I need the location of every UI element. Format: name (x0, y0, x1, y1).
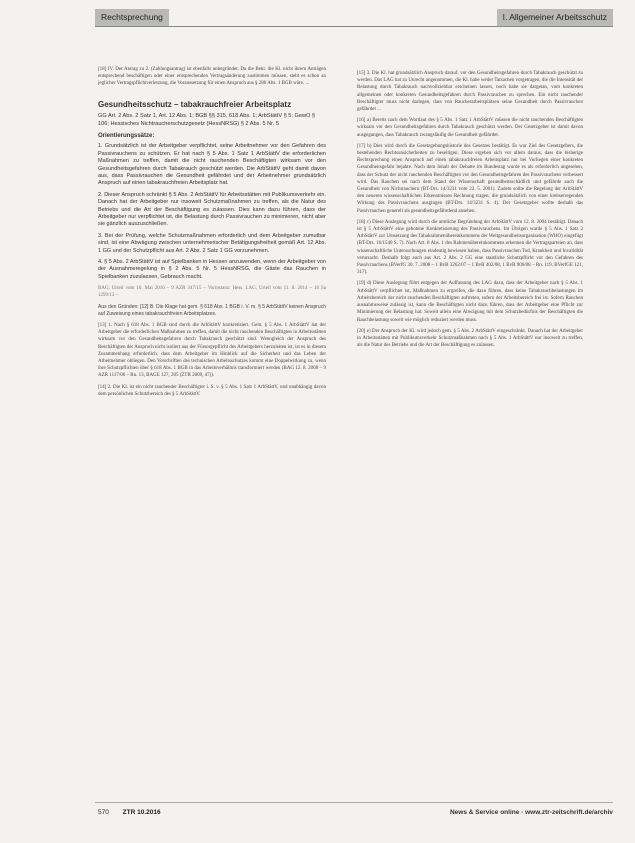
reasons-paragraph-1: [13] 1. Nach § 618 Abs. 1 BGB sind durch die ArbStättV konkretisiert. Gem. § 5 Abs. 1 ArbStättV hat der Arbeitgeber die erforderlichen Maßnahmen zu treffen, damit die nicht rauchenden Beschäftigten in Arbeitsstätten wirksam vor den Gesundheitsgefahren durch Tabakrauch geschützt sind. Wenngleich der Anspruch des Beschäftigten der Anspruch nicht isoliert aus der Fürsorgepflicht des Arbeitgebers herzuleiten ist, ist es in diesem Zusammenhang erforderlich, dass dem Arbeitgeber im Hinblick auf die Sicherheit und das Leben der Arbeitnehmer obliegen. Den Vorschriften des technischen Arbeitsschutzes kommt eine Doppelwirkung zu, wenn ihre Schutzpflichten über § 618 Abs. 1 BGB in das Arbeitsverhältnis transformiert werden (BAG 12. 8. 2008 – 9 AZR 1117/06 – Rn. 13, BAGE 127, 205 (ZTR 2009, 47)). (98, 323, 326, 379)
right-paragraph-19: [19] d) Diese Auslegung führt entgegen der Auffassung des LAG dazu, dass der Arbeitgeber nach § 5 Abs. 1 ArbStättV verpflichtet ist, Maßnahmen zu ergreifen, die dazu führen, dass keine Tabakrauchbelastungen im Arbeitsbereich der nicht rauchenden Beschäftigten auftreten, sofern der Arbeitsbereich frei ist. Sofern Rauchen ausnahmsweise zulässig ist, kann die Beschäftigten nicht dazu führen, dass der Arbeitgeber eine Pflicht zur Minimierung der Belastung hat. Soweit allein eine Abwägung mit dem Schutzbedürfnis der Beschäftigten die Rauchbelastung soweit wie möglich reduziert werden muss. (357, 281, 583, 323)
norms-line: GG Art. 2 Abs. 2 Satz 1, Art. 12 Abs. 1; BGB §§ 315, 618 Abs. 1; ArbStättV § 5; GewO § 106; Hessisches Nichtraucherschutzgesetz (HessNRSG) § 2 Abs. 5 Nr. 5 (98, 113, 316, 127)
right-column (357, 70, 583, 353)
right-paragraph-18: [18] c) Diese Auslegung wird durch die amtliche Begründung der ArbStättV vom 12. 8. 2004 bestätigt. Danach ist § 5 ArbStättV eine gebotene Konkretisierung des Passivrauchens. Im Übrigen wurde § 5 Abs. 1 Satz 2 ArbStättV zur Umsetzung des Tabakrahmenübereinkommens der Weltgesundheitsorganisation (WHO) eingefügt (BT-Drs. 16/1540 S. 7). Nach Art. 8 Abs. 1 des Rahmenübereinkommens erkennen die Vertragsparteien an, dass wissenschaftliche Untersuchungen eindeutig bewiesen haben, dass Passivrauchen Tod, Krankheit und Invalidität verursacht. Deshalb folgt auch aus Art. 2 Abs. 2 GG eine staatliche Schutzpflicht vor den Gefahren des Passivrauchens (BVerfG 30. 7. 2008 – 1 BvR 3262/07 – 1 BvR 402/08, 1 BvR 906/08 – Rn. 119, BVerfGE 121, 317). (357, 219, 583, 276)
section-tab: Rechtsprechung (95, 9, 169, 26)
journal-issue: ZTR 10.2016 (122, 809, 161, 816)
orientation-item-1: 1. Grundsätzlich ist der Arbeitgeber verpflichtet, seine Arbeitnehmer vor den Gefahren des Passivrauchens zu schützen. Er hat nach § 5 Abs. 1 Satz 1 ArbStättV die erforderlichen Maßnahmen zu treffen, damit die nicht rauchenden Beschäftigten wirksam vor den Gesundheitsgefahren durch Tabakrauch geschützt werden. Die ArbStättV geht damit davon aus, dass Passivrauchen die Gesundheit gefährdet und der Arbeitnehmer grundsätzlich Anspruch auf einen tabakrauchfreien Arbeitsplatz hat. (98, 143, 326, 187)
orientation-title: Orientierungssätze: (98, 133, 155, 140)
orientation-item-3: 3. Bei der Prüfung, welche Schutzmaßnahmen erforderlich und dem Arbeitgeber zumutbar sind, ist eine Abwägung zwischen unternehmerischer Betätigungsfreiheit gemäß Art. 12 Abs. 1 GG und der Schutzpflicht aus Art. 2 Abs. 2 Satz 1 GG vorzunehmen. (98, 232, 326, 254)
right-paragraph-17: [17] b) Dies wird durch die Gesetzgebungshistorie des Gesetzes bestätigt. Es war Ziel des Gesetzgebers, die bestehenden Rechtsunsicherheiten zu beseitigen. Diese ergeben sich vor allem daraus, dass die bisherige Rechtsprechung einen Anspruch auf einen tabakrauchfreien Arbeitsplatz nur bei Vorliegen einer konkreten Gesundheitsgefahr bejahte. Nach dem Inhalt der Debatte im Bundestag wurde es als erforderlich angesehen, dass der Schutz der nicht rauchenden Beschäftigten vor den Gesundheitsgefahren des Passivrauchens verbessert wird. Das Rauchen sei nach dem Stand der Wissenschaft gesundheitsschädlich und gefährde auch die Gesundheit von Nichtrauchern (BT-Drs. 14/3231 vom 22. 5. 2001). Zudem sollte die Regelung der ArbStättV den neueren wissenschaftlichen Erkenntnissen Rechnung tragen, die grundsätzlich von einer krebserregenden Wirkung des Passivrauchens ausgingen (BT-Drs. 14/3231 S. 4). Der Gesetzgeber wollte deshalb das Passivrauchen generell als gesundheitsgefährdend ansehen. (357, 143, 583, 214)
article-heading: Gesundheitsschutz – tabakrauchfreier Arbeitsplatz (98, 99, 292, 109)
reasons-paragraph-2: [14] 2. Die Kl. ist ein nicht rauchender Beschäftigter i. S. v. § 5 Abs. 1 Satz 1 ArbStättV, und unabhängig davon dem persönlichen Schutzbereich des § 5 ArbStättV. (98, 384, 326, 397)
footer-rule (95, 802, 613, 803)
right-paragraph-15: [15] 3. Die Kl. hat grundsätzlich Anspruch darauf, vor den Gesundheitsgefahren durch Tabakrauch geschützt zu werden. Das LAG hat zu Unrecht angenommen, die Kl. habe weder Tatsachen vorgetragen, die die Intensität der Belastung durch Tabakrauch nachvollziehbar erscheinen lassen, noch habe sie dargetan, vom konkreten allgemeinen oder konkreten Gesundheitsgefahren durch Passivrauchen zu sprechen. Ein nicht rauchender Beschäftigter muss nicht darlegen, dass von Raucherarbeitsplätzen seine Gesundheit durch Passivrauchen gefährdet ... (357, 71, 583, 113)
left-column (98, 66, 326, 402)
reasons-lead: Aus den Gründen: [12] B. Die Klage hat gem. § 618 Abs. 1 BGB i. V. m. § 5 ArbStättV keinen Anspruch auf Zuweisung eines tabakrauchfreien Arbeitsplatzes. (98, 303, 326, 317)
decision-citation: BAG, Urteil vom 10. Mai 2016 – 9 AZR 347/15 – Vorinstanz: Hess. LAG, Urteil vom 11. 8. 2014 – 16 Sa 1299/13 – (98, 286, 326, 299)
intro-paragraph: [18] IV. Der Antrag zu 2. (Zahlungsantrag) ist ebenfalls unbegründet. Da die Bekl. die Kl. nicht ihrem Anträgen entsprechend beschäftigen oder einer entsprechenden Vertragsänderung zustimmen müssen, steht es schon an jeglicher Vertragspflichtverletzung, die Voraussetzung für einen Anspruch aus § 280 Abs. 1 BGB wäre. ... (98, 67, 326, 87)
right-paragraph-20: [20] e) Der Anspruch der Kl. wird jedoch gem. § 5 Abs. 2 ArbStättV eingeschränkt. Danach hat der Arbeitgeber in Arbeitsstätten mit Publikumsverkehr Schutzmaßnahmen nach § 5 Abs. 1 ArbStättV nur insoweit zu treffen, als die Natur des Betriebs und die Art der Beschäftigung es zulassen. (357, 328, 583, 349)
chapter-tab: I. Allgemeiner Arbeitsschutz (497, 9, 613, 26)
footer-link[interactable]: News & Service online · www.ztr-zeitschrift.de/archiv (449, 809, 613, 816)
header-rule (95, 26, 613, 27)
footer-left (98, 806, 161, 820)
running-header (95, 0, 613, 24)
page-number: 570 (98, 809, 109, 816)
page-footer (95, 806, 613, 820)
right-paragraph-16: [16] a) Bereits nach dem Wortlaut des § 5 Abs. 1 Satz 1 ArbStättV müssen die nicht rauchenden Beschäftigten wirksam vor den Gesundheitsgefahren durch Tabakrauch geschützt werden. Der Gesetzgeber ist damit davon ausgegangen, dass Tabakrauch zwangsläufig die Gesundheit gefährdet. (357, 118, 583, 138)
orientation-item-4: 4. § 5 Abs. 2 ArbStättV ist auf Spielbanken in Hessen anzuwenden, wenn der Arbeitgeber von der Ausnahmeregelung in § 2 Abs. 5 Nr. 5 HessNRSG, die Gäste das Rauchen in Spielbanken zuzulassen, Gebrauch macht. (98, 259, 326, 280)
orientation-item-2: 2. Dieser Anspruch schränkt § 5 Abs. 2 ArbStättV für Arbeitsstätten mit Publikumsverkehr ein. Danach hat der Arbeitgeber nur insoweit Schutzmaßnahmen zu treffen, als die Natur des Betriebs und die Art der Beschäftigung es zulassen. Dies kann dazu führen, dass der Arbeitgeber nur verpflichtet ist, die Belastung durch Passivrauchen zu minimieren, nicht aber sie gänzlich auszuschließen. (98, 191, 326, 228)
